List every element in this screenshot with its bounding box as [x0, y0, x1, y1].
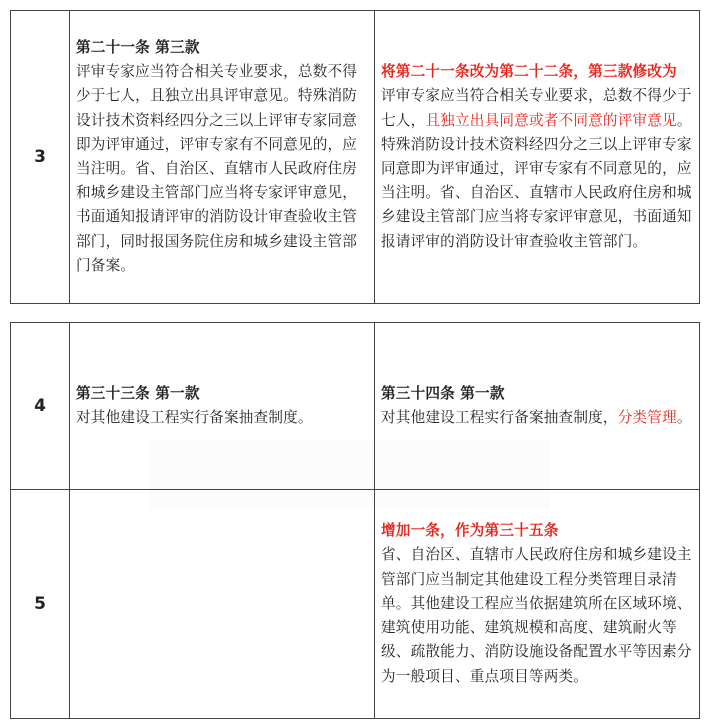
original-clause-heading: 第三十三条 第一款	[76, 384, 200, 402]
table-row	[11, 11, 700, 304]
table-row	[11, 490, 700, 719]
revised-text-part: 评审专家应当符合相关专业要求，总数不得少于七人，	[381, 87, 692, 129]
row-number: 4	[11, 323, 70, 490]
revised-clause-heading: 增加一条，作为第三十五条	[381, 522, 559, 540]
original-clause-text: 评审专家应当符合相关专业要求，总数不得少于七人，且独立出具评审意见。特殊消防设计技术资料经四分之三以上评审专家同意即为评审通过，评审专家有不同意见的，应当注明。省、自治区、直辖市人民政府住房和城乡建设主管部门应当将专家评审意见，书面通知报请评审的消防设计审查验收主管部门，同时报国务院住房和城乡建设主管部门备案。	[76, 63, 358, 274]
revised-text-part: 。	[676, 409, 692, 426]
original-clause-cell	[70, 11, 375, 304]
amendment-table-bottom	[10, 322, 700, 719]
revised-clause-text	[381, 406, 693, 430]
amendment-table-top	[10, 10, 700, 304]
revised-text-highlight: 且独立出具同意或者不同意的评审意见	[425, 111, 677, 129]
revised-clause-text: 省、自治区、直辖市人民政府住房和城乡建设主管部门应当制定其他建设工程分类管理目录清单。其他建设工程应当依据建筑所在区域环境、建筑使用功能、建筑规模和高度、建筑耐火等级、疏散能力、消防设施设备配置水平等因素分为一般项目、重点项目等两类。	[381, 546, 692, 685]
revised-clause-cell	[375, 11, 700, 304]
original-clause-cell	[70, 490, 375, 719]
revised-clause-heading: 将第二十一条改为第二十二条，第三款修改为	[381, 63, 677, 81]
revised-clause-cell	[375, 323, 700, 490]
original-clause-heading: 第二十一条 第三款	[76, 38, 200, 56]
original-clause-text: 对其他建设工程实行备案抽查制度。	[76, 409, 313, 426]
revised-clause-heading: 第三十四条 第一款	[381, 384, 505, 402]
row-number: 3	[11, 11, 70, 304]
revised-text-highlight: 分类管理	[617, 409, 677, 426]
revised-text-part: 。特殊消防设计技术资料经四分之三以上评审专家同意即为评审通过，评审专家有不同意见的，应当注明。省、自治区、直辖市人民政府住房和城乡建设主管部门应当将专家评审意见，书面通知报请评审的消防设计审查验收主管部门。	[381, 111, 692, 250]
revised-clause-text	[381, 84, 693, 253]
revised-text-part: 对其他建设工程实行备案抽查制度，	[381, 409, 618, 426]
revised-clause-cell	[375, 490, 700, 719]
original-clause-cell	[70, 323, 375, 490]
row-number: 5	[11, 490, 70, 719]
table-row	[11, 323, 700, 490]
